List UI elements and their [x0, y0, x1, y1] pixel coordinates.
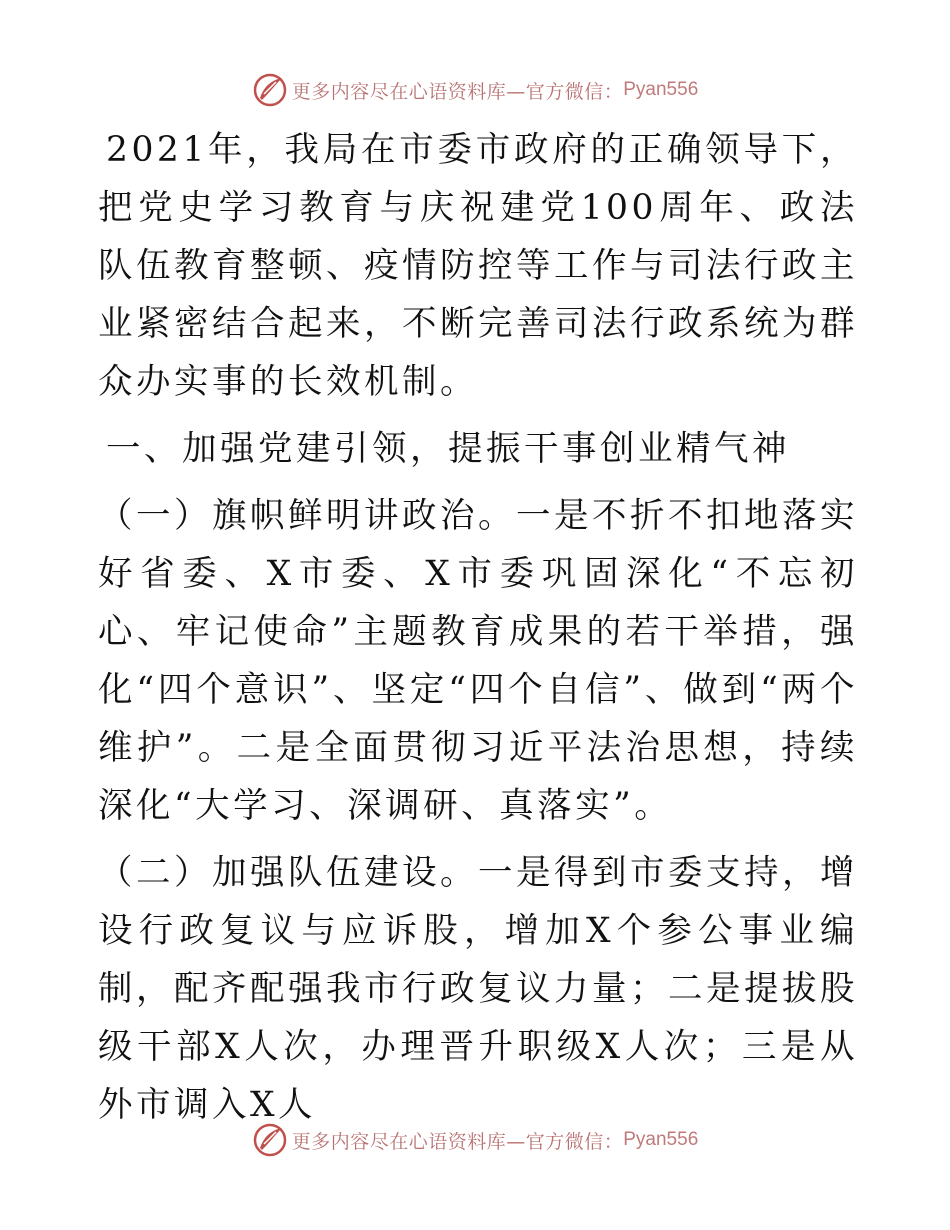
footer-banner-handle: Pyan556	[623, 1129, 699, 1150]
subsection-paragraph-2: （二）加强队伍建设。一是得到市委支持，增设行政复议与应诉股，增加X个参公事业编制，配齐配强我市行政复议力量；二是提拔股级干部X人次，办理晋升职级X人次；三是从外市调入X人	[98, 853, 858, 1125]
subsection-paragraph-1: （一）旗帜鲜明讲政治。一是不折不扣地落实好省委、X市委、X市委巩固深化“不忘初心、牢记使命”主题教育成果的若干举措，强化“四个意识”、坚定“四个自信”、做到“两个维护”。二是全面贯彻习近平法治思想，持续深化“大学习、深调研、真落实”。	[98, 496, 858, 826]
footer-banner-text: 更多内容尽在心语资料库—官方微信：	[291, 1130, 624, 1153]
section-heading-1: 一、加强党建引领，提振干事创业精气神	[106, 429, 790, 469]
header-banner-text: 更多内容尽在心语资料库—官方微信：	[291, 80, 624, 103]
header-banner-handle: Pyan556	[623, 79, 699, 100]
footer-banner	[0, 1120, 950, 1160]
library-logo-icon	[252, 72, 288, 108]
document-body	[98, 121, 858, 1134]
header-banner	[0, 70, 950, 110]
library-logo-icon	[252, 1122, 288, 1158]
intro-paragraph: 2021年，我局在市委市政府的正确领导下，把党史学习教育与庆祝建党100周年、政法队伍教育整顿、疫情防控等工作与司法行政主业紧密结合起来，不断完善司法行政系统为群众办实事的长效机制。	[98, 130, 858, 402]
